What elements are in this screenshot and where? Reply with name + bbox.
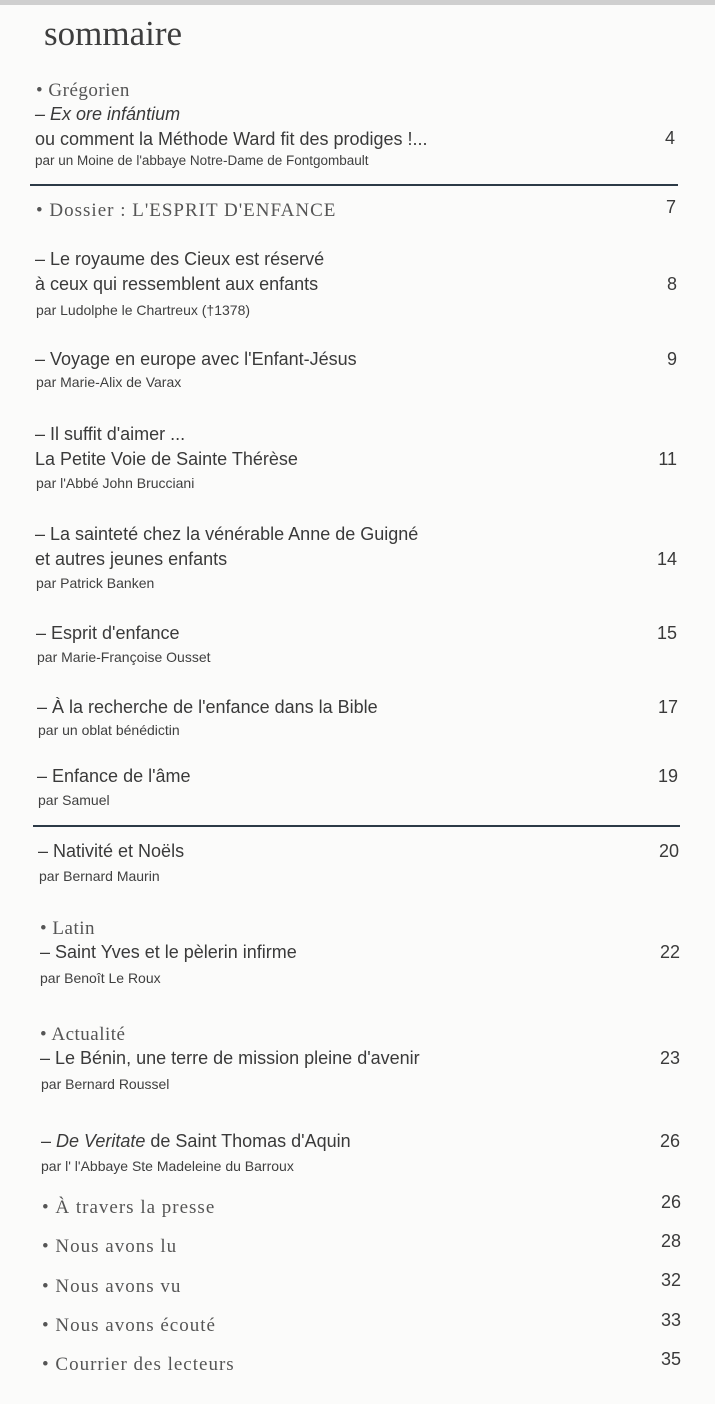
rubrique-page-number: 28 bbox=[660, 1231, 681, 1251]
section-heading-actualite: • Actualité bbox=[40, 1024, 126, 1045]
entry-title-line2: La Petite Voie de Sainte Thérèse bbox=[35, 449, 298, 469]
entry-page-number: 11 bbox=[658, 449, 677, 469]
entry-page-number: 15 bbox=[656, 623, 677, 643]
page-title: sommaire bbox=[44, 14, 183, 53]
entry-title-line2: à ceux qui ressemblent aux enfants bbox=[35, 274, 319, 294]
entry-author: par Ludolphe le Chartreux (†1378) bbox=[36, 302, 251, 318]
entry-author: par un Moine de l'abbaye Notre-Dame de Fontgombault bbox=[35, 153, 369, 168]
rubrique-page-number: 33 bbox=[660, 1310, 681, 1330]
top-border bbox=[0, 0, 715, 5]
entry-author: par Bernard Roussel bbox=[41, 1076, 170, 1092]
rubrique-page-number: 26 bbox=[660, 1192, 681, 1212]
entry-page-number: 20 bbox=[658, 841, 679, 861]
rubrique-label: • Nous avons lu bbox=[42, 1236, 178, 1257]
entry-title: – Voyage en europe avec l'Enfant-Jésus bbox=[35, 349, 357, 369]
entry-title: – Le Bénin, une terre de mission pleine d'avenir bbox=[40, 1048, 420, 1068]
section-heading-dossier: • Dossier : L'ESPRIT D'ENFANCE bbox=[36, 200, 337, 221]
entry-title-italic: De Veritate bbox=[56, 1131, 146, 1151]
entry-page-number: 22 bbox=[659, 942, 680, 962]
section-divider bbox=[30, 184, 678, 186]
entry-page-number: 19 bbox=[657, 766, 678, 786]
entry-author: par Benoît Le Roux bbox=[40, 970, 161, 986]
entry-title: – Le royaume des Cieux est réservé bbox=[35, 249, 325, 269]
entry-page-number: 7 bbox=[665, 197, 676, 217]
entry-title-italic: – Ex ore infántium bbox=[35, 104, 181, 124]
entry-page-number: 17 bbox=[657, 697, 678, 717]
rubrique-label: • Nous avons écouté bbox=[42, 1315, 216, 1336]
section-heading-latin: • Latin bbox=[40, 918, 95, 939]
rubrique-label: • À travers la presse bbox=[42, 1197, 216, 1218]
entry-title-rest: de Saint Thomas d'Aquin bbox=[145, 1131, 351, 1151]
entry-author: par l' l'Abbaye Ste Madeleine du Barroux bbox=[41, 1158, 294, 1174]
entry-author: par Patrick Banken bbox=[36, 575, 155, 591]
rubrique-page-number: 32 bbox=[660, 1270, 681, 1290]
entry-author: par Marie-Alix de Varax bbox=[36, 374, 182, 390]
entry-title bbox=[41, 1131, 351, 1152]
section-heading-gregorien: • Grégorien bbox=[36, 80, 130, 101]
entry-author: par Marie-Françoise Ousset bbox=[37, 649, 211, 665]
entry-page-number: 8 bbox=[666, 274, 677, 294]
rubrique-page-number: 35 bbox=[660, 1349, 681, 1369]
entry-title-dash: – bbox=[41, 1131, 57, 1151]
rubrique-label: • Courrier des lecteurs bbox=[42, 1354, 235, 1375]
entry-author: par Bernard Maurin bbox=[39, 868, 160, 884]
entry-page-number: 9 bbox=[666, 349, 677, 369]
entry-author: par l'Abbé John Brucciani bbox=[36, 475, 195, 491]
rubrique-label: • Nous avons vu bbox=[42, 1276, 182, 1297]
entry-page-number: 4 bbox=[664, 128, 675, 148]
entry-title-line2: et autres jeunes enfants bbox=[35, 549, 228, 569]
section-divider bbox=[33, 825, 680, 827]
entry-title: – À la recherche de l'enfance dans la Bible bbox=[37, 697, 378, 717]
entry-title: – Nativité et Noëls bbox=[38, 841, 185, 861]
entry-page-number: 23 bbox=[659, 1048, 680, 1068]
entry-title: – La sainteté chez la vénérable Anne de Guigné bbox=[35, 524, 419, 544]
entry-title-line2: ou comment la Méthode Ward fit des prodiges !... bbox=[35, 129, 428, 149]
entry-title: – Il suffit d'aimer ... bbox=[35, 424, 186, 444]
entry-author: par Samuel bbox=[38, 792, 110, 808]
entry-title: – Saint Yves et le pèlerin infirme bbox=[40, 942, 297, 962]
entry-title: – Esprit d'enfance bbox=[36, 623, 180, 643]
entry-page-number: 14 bbox=[656, 549, 677, 569]
entry-author: par un oblat bénédictin bbox=[38, 722, 180, 738]
entry-page-number: 26 bbox=[659, 1131, 680, 1151]
entry-title: – Enfance de l'âme bbox=[37, 766, 191, 786]
